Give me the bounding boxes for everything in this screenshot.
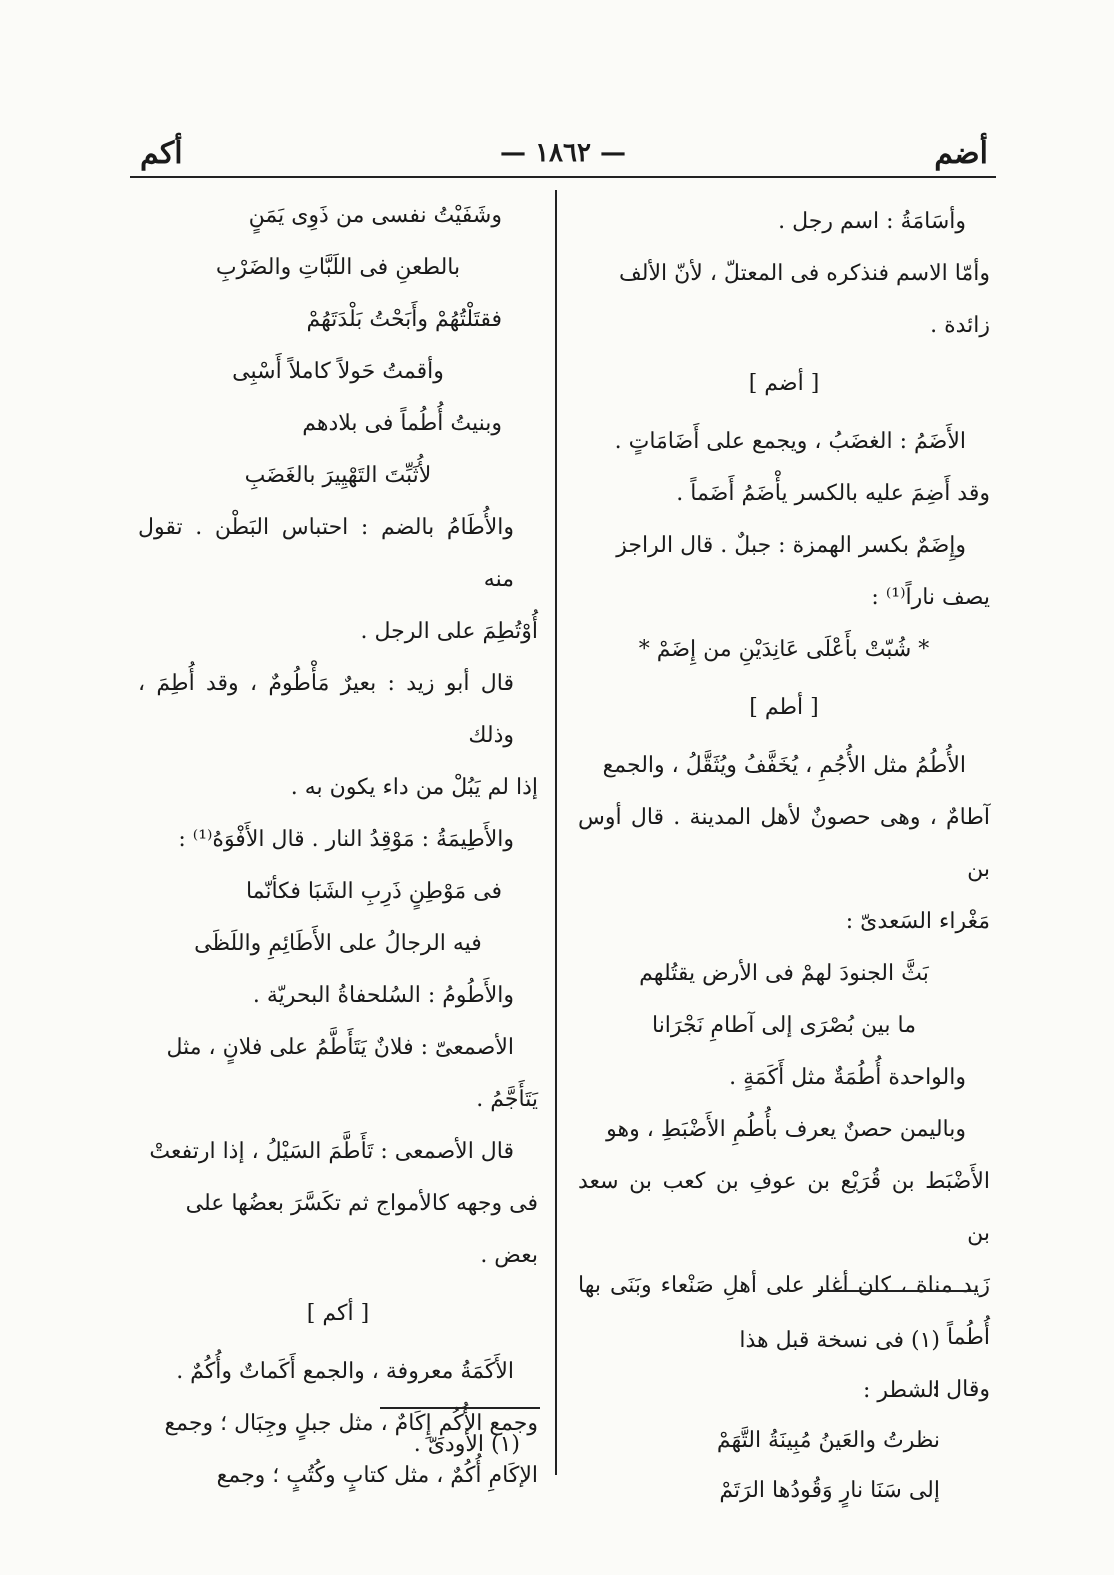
text-line: والأُطَامُ بالضم : احتباس البَطْن . تقول منه	[138, 515, 514, 592]
text-line: وإِضَمٌ بكسر الهمزة : جبلٌ . قال الراجز	[616, 533, 966, 558]
verse-line: لأُثَبِّتَ التَهْيِيرَ بالغَضَبِ	[244, 463, 432, 488]
left-column	[138, 190, 538, 1502]
verse-line: * شُبّتْ بأَعْلَى عَانِدَيْنِ من إِضَمْ *	[638, 637, 930, 662]
text-line: وباليمن حصنٌ يعرف بأُطُمِ الأَضْبَطِ ، وهو	[606, 1117, 966, 1142]
text-line: آطامٌ ، وهى حصونٌ لأهل المدينة . قال أوس بن	[578, 805, 990, 882]
right-column	[578, 196, 990, 1416]
verse-line: بَثَّ الجنودَ لهمْ فى الأرض يقتُلهم	[639, 961, 929, 986]
verse-line: ما بين بُصْرَى إلى آطامِ نَجْرَانا	[651, 1013, 917, 1038]
verse-line: فى مَوْطِنٍ ذَرِبِ الشَبَا فكأنّما	[245, 879, 502, 904]
footnote-rule	[818, 1290, 978, 1292]
footnote-verse-line: إلى سَنَا نارٍ وَقُودُها الرَتَمْ	[719, 1478, 940, 1503]
entry-heading: [ أضم ]	[748, 371, 820, 396]
text-line: الأَكَمَةُ معروفة ، والجمع أَكَماتٌ وأُكُمٌ .	[176, 1359, 514, 1384]
footnote-right	[700, 1316, 940, 1516]
text-line: الأَضْبَط بن قُرَيْع بن عوفِ بن كعب بن سعد بن	[578, 1169, 990, 1246]
page-number: — ١٨٦٢ —	[500, 138, 626, 168]
text-line: قال أبو زيد : بعيرٌ مَأْطُومٌ ، وقد أُطِمَ ، وذلك	[138, 671, 514, 748]
text-line: فى وجهه كالأمواج ثم تكَسَّرَ بعضُها على بعض .	[185, 1191, 538, 1268]
text-line: والأَطِيمَةُ : مَوْقِدُ النار . قال الأَفْوَهُ⁽¹⁾ :	[178, 827, 514, 852]
text-line: زائدة .	[930, 313, 990, 338]
text-line: قال الأصمعى : تَأَطَّمَ السَيْلُ ، إذا ارتفعتْ	[149, 1139, 514, 1164]
text-line: وأسَامَةُ : اسم رجل .	[778, 209, 966, 234]
header-right-keyword: أضم	[934, 136, 988, 171]
verse-line: وشَفَيْتُ نفسى من ذَوِى يَمَنٍ	[248, 203, 502, 228]
text-line: الأُطُمُ مثل الأُجُمِ ، يُخَفَّفُ ويُثَقَّلُ ، والجمع	[602, 753, 966, 778]
verse-line: فقتَلْتُهُمْ وأَبَحْتُ بَلْدَتَهُمْ	[306, 307, 502, 332]
verse-line: بالطعنِ فى اللَبَّاتِ والضَرْبِ	[215, 255, 461, 280]
verse-line: وأقمتُ حَولاً كاملاً أَسْبِى	[232, 359, 444, 384]
text-line: وأمّا الاسم فنذكره فى المعتلّ ، لأنّ الألف	[619, 261, 990, 286]
text-line: أُوْتُطِمَ على الرجل .	[360, 619, 538, 644]
text-line: مَغْراء السَعدىّ :	[845, 909, 990, 934]
text-line: الأصمعىّ : فلانٌ يَتَأَطَّمُ على فلانٍ ، مثل	[166, 1035, 514, 1060]
text-line: وقال :	[931, 1377, 990, 1402]
column-divider	[555, 190, 557, 1475]
text-line: يصف ناراً⁽¹⁾ :	[871, 585, 990, 610]
text-line: الإكَامِ أُكُمٌ ، مثل كتابٍ وكُتُبٍ ؛ وجمع	[216, 1463, 538, 1488]
text-line: يَتَأَجَّمُ .	[476, 1087, 538, 1112]
entry-heading: [ أطم ]	[749, 695, 819, 720]
page-header	[130, 136, 996, 176]
verse-line: وبنيتُ أُطُماً فى بلادهم	[302, 411, 502, 436]
text-line: والأَطُومُ : السُلحفاةُ البحريّة .	[252, 983, 514, 1008]
header-left-keyword: أكم	[140, 136, 183, 171]
text-line: وجمع الأُكُمِ إِكَامٌ ، مثل جبلٍ وجِبَال ؛ وجمع	[164, 1411, 538, 1436]
footnote-rule	[380, 1407, 540, 1409]
text-line: إذا لم يَبُلْ من داء يكون به .	[290, 775, 538, 800]
header-rule	[130, 176, 996, 178]
footnote-left: (١) الأودىّ .	[413, 1432, 520, 1457]
verse-line: فيه الرجالُ على الأَطَائِمِ واللَظَى	[194, 931, 482, 956]
footnote-line: (١) فى نسخة قبل هذا الشطر :	[739, 1328, 940, 1403]
text-line: زَيد مناة ، كان أغار على أهلِ صَنْعاء وبَنَى بها أُطُماً	[578, 1273, 990, 1350]
text-line: الأَضَمُ : الغضَبُ ، ويجمع على أَضَامَاتٍ .	[614, 429, 966, 454]
entry-heading: [ أكم ]	[306, 1301, 370, 1326]
text-line: وقد أَضِمَ عليه بالكسر يأْضَمُ أَضَماً .	[676, 481, 990, 506]
footnote-verse-line: نظرتُ والعَينُ مُبِينَةُ التَّهَمْ	[716, 1428, 940, 1453]
text-line: والواحدة أُطُمَةٌ مثل أَكَمَةٍ .	[729, 1065, 966, 1090]
